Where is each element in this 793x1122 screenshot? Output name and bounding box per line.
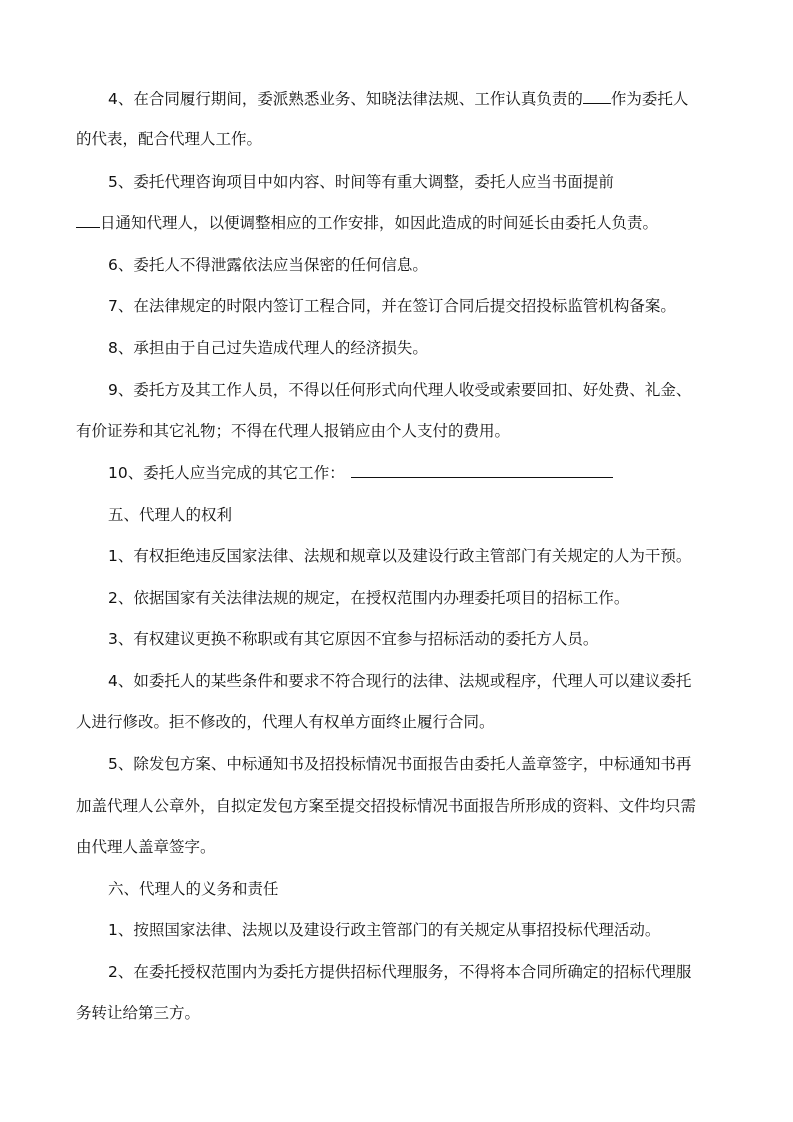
clause-7-text: 7、在法律规定的时限内签订工程合同，并在签订合同后提交招投标监管机构备案。 bbox=[108, 297, 676, 315]
clause-9-text-b: 有价证券和其它礼物；不得在代理人报销应由个人支付的费用。 bbox=[76, 422, 511, 440]
right-5-text-a: 5、除发包方案、中标通知书及招投标情况书面报告由委托人盖章签字，中标通知书再 bbox=[108, 755, 692, 773]
clause-5-line-1 bbox=[108, 171, 758, 193]
clause-6-text: 6、委托人不得泄露依法应当保密的任何信息。 bbox=[108, 256, 428, 274]
right-5-line-3 bbox=[76, 836, 726, 858]
clause-9-line-2 bbox=[76, 420, 726, 442]
duty-2-line-1 bbox=[108, 961, 758, 983]
right-4-line-1 bbox=[108, 670, 758, 692]
duty-1-text: 1、按照国家法律、法规以及建设行政主管部门的有关规定从事招投标代理活动。 bbox=[108, 921, 661, 939]
clause-4-text-c: 的代表，配合代理人工作。 bbox=[76, 130, 263, 148]
clause-10-text: 10、委托人应当完成的其它工作： bbox=[108, 464, 345, 482]
right-5-text-c: 由代理人盖章签字。 bbox=[76, 838, 216, 856]
section-5-heading bbox=[108, 504, 758, 526]
clause-8-line bbox=[108, 337, 758, 359]
section-6-heading bbox=[108, 878, 758, 900]
clause-8-text: 8、承担由于自己过失造成代理人的经济损失。 bbox=[108, 339, 428, 357]
clause-4-text-a: 4、在合同履行期间，委派熟悉业务、知晓法律法规、工作认真负责的 bbox=[108, 90, 583, 108]
right-4-text-a: 4、如委托人的某些条件和要求不符合现行的法律、法规或程序，代理人可以建议委托 bbox=[108, 672, 692, 690]
clause-5-line-2 bbox=[76, 212, 726, 234]
clause-7-line bbox=[108, 295, 758, 317]
right-4-text-b: 人进行修改。拒不修改的，代理人有权单方面终止履行合同。 bbox=[76, 713, 495, 731]
section-5-title: 五、代理人的权利 bbox=[108, 506, 233, 524]
right-1-text: 1、有权拒绝违反国家法律、法规和规章以及建设行政主管部门有关规定的人为干预。 bbox=[108, 547, 692, 565]
right-5-line-1 bbox=[108, 753, 758, 775]
clause-4-line-1 bbox=[108, 88, 758, 110]
section-6-title: 六、代理人的义务和责任 bbox=[108, 880, 279, 898]
clause-6-line bbox=[108, 254, 758, 276]
clause-10-line bbox=[108, 462, 758, 484]
right-5-text-b: 加盖代理人公章外，自拟定发包方案至提交招投标情况书面报告所形成的资料、文件均只需 bbox=[76, 797, 697, 815]
clause-5-text-a: 5、委托代理咨询项目中如内容、时间等有重大调整，委托人应当书面提前 bbox=[108, 173, 614, 191]
right-3-text: 3、有权建议更换不称职或有其它原因不宜参与招标活动的委托方人员。 bbox=[108, 630, 599, 648]
right-2-line bbox=[108, 587, 758, 609]
right-2-text: 2、依据国家有关法律法规的规定，在授权范围内办理委托项目的招标工作。 bbox=[108, 589, 630, 607]
right-1-line bbox=[108, 545, 758, 567]
duty-1-line bbox=[108, 919, 758, 941]
right-5-line-2 bbox=[76, 795, 726, 817]
clause-4-text-b: 作为委托人 bbox=[610, 90, 689, 108]
right-4-line-2 bbox=[76, 711, 726, 733]
duty-2-text-a: 2、在委托授权范围内为委托方提供招标代理服务，不得将本合同所确定的招标代理服 bbox=[108, 963, 692, 981]
clause-4-line-2 bbox=[76, 128, 726, 150]
blank-field-other-work[interactable] bbox=[351, 463, 613, 478]
duty-2-text-b: 务转让给第三方。 bbox=[76, 1004, 201, 1022]
blank-field-representative[interactable] bbox=[583, 89, 611, 104]
clause-5-text-b: 日通知代理人，以便调整相应的工作安排，如因此造成的时间延长由委托人负责。 bbox=[100, 214, 659, 232]
blank-field-days[interactable] bbox=[76, 213, 100, 228]
clause-9-line-1 bbox=[108, 379, 758, 401]
clause-9-text-a: 9、委托方及其工作人员，不得以任何形式向代理人收受或索要回扣、好处费、礼金、 bbox=[108, 381, 692, 399]
right-3-line bbox=[108, 628, 758, 650]
duty-2-line-2 bbox=[76, 1002, 726, 1024]
